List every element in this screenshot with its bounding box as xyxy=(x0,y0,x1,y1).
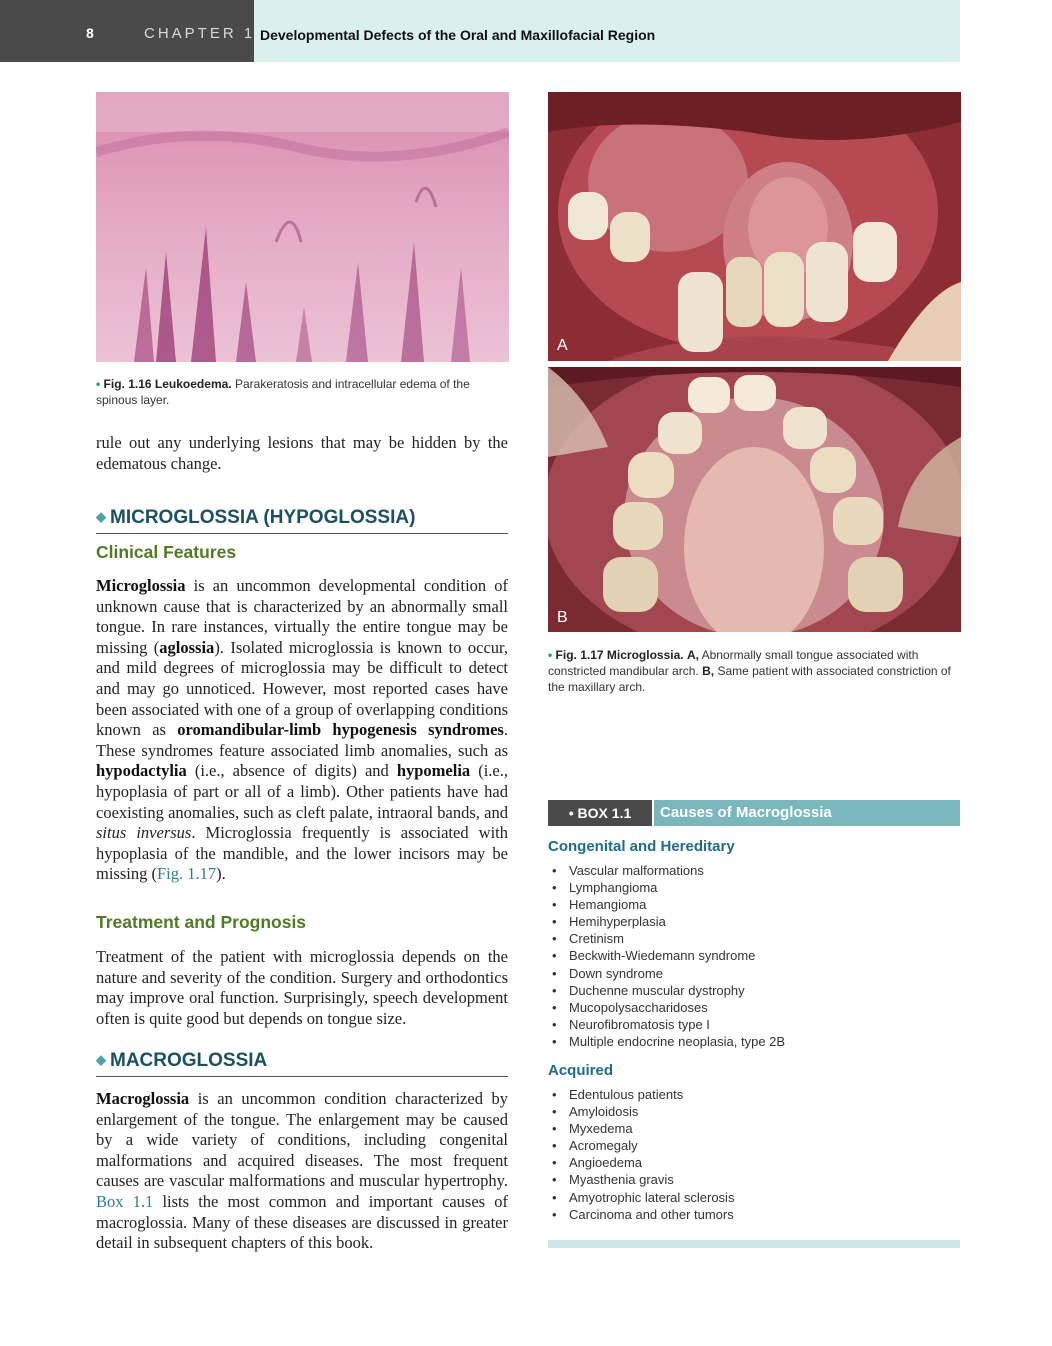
text-run: is an uncommon condition characterized by enlargement of the tongue. The enlargement may be caused by a wide variety of conditions, including congenital malformations and acquired diseases. The most frequent causes are vascular malformations and muscular hypertrophy. xyxy=(96,1089,508,1191)
term-macroglossia: Macroglossia xyxy=(96,1089,190,1108)
fig-1-17-b-text: Same patient with associated constriction of the maxillary arch. xyxy=(548,664,951,694)
intro-paragraph: rule out any underlying lesions that may be hidden by the edematous change. xyxy=(96,433,508,473)
microglossia-paragraph xyxy=(96,576,508,885)
list-item: • Vascular malformations xyxy=(548,862,785,879)
treatment-paragraph: Treatment of the patient with microglossia depends on the nature and severity of the condition. Surgery and orthodontics may improve oral function. Surprisingly, speech development often is quite good but depends on tongue size. xyxy=(96,947,508,1028)
running-title: Developmental Defects of the Oral and Maxillofacial Region xyxy=(260,27,656,43)
fig-1-17-number: Fig. 1.17 xyxy=(555,648,604,662)
box-tag: • BOX 1.1 xyxy=(548,800,652,826)
diamond-icon: ◆ xyxy=(96,1052,106,1067)
box-footer-bar xyxy=(548,1240,960,1248)
macroglossia-heading-text: MACROGLOSSIA xyxy=(110,1050,268,1071)
clinical-photo-a xyxy=(548,92,961,361)
text-run: . Microglossia frequently is associated with hypoplasia of the mandible, and the lower incisors may be missing ( xyxy=(96,823,508,884)
list-item: • Hemangioma xyxy=(548,896,785,913)
text-run: . These syndromes feature associated limb anomalies, such as xyxy=(96,720,508,760)
list-item: • Hemihyperplasia xyxy=(548,913,785,930)
caption-bullet: • xyxy=(548,648,553,662)
term-situs-inversus: situs inversus xyxy=(96,823,192,843)
box-tag-number: 1.1 xyxy=(611,805,632,821)
fig-1-16-caption xyxy=(96,376,510,408)
caption-bullet: • xyxy=(96,377,101,391)
fig-1-17-a-label: A, xyxy=(686,648,699,662)
box-title: Causes of Macroglossia xyxy=(654,800,960,826)
list-item: • Myxedema xyxy=(548,1120,734,1137)
list-item: • Cretinism xyxy=(548,930,785,947)
text-run: ). xyxy=(216,864,226,884)
macroglossia-paragraph xyxy=(96,1089,508,1254)
microglossia-heading xyxy=(96,507,508,534)
list-item: • Myasthenia gravis xyxy=(548,1171,734,1188)
text-run: is an uncommon developmental condition of unknown cause that is characterized by an abnormally small tongue. In rare instances, virtually the entire tongue may be missing ( xyxy=(96,576,508,657)
fig-1-17-link[interactable]: Fig. 1.17 xyxy=(156,864,217,884)
list-item: • Mucopolysaccharidoses xyxy=(548,999,785,1016)
microglossia-heading-text: MICROGLOSSIA (HYPOGLOSSIA) xyxy=(110,507,416,528)
histology-image xyxy=(96,92,509,362)
term-microglossia: Microglossia xyxy=(96,576,186,595)
list-item: • Amyotrophic lateral sclerosis xyxy=(548,1189,734,1206)
list-item: • Edentulous patients xyxy=(548,1086,734,1103)
text-run: ). Isolated microglossia is known to occur, and mild degrees of microglossia may be difficult to detect and may go unnoticed. However, most reported cases have been associated with one of a group of overlapping conditions known as xyxy=(96,637,508,740)
macroglossia-heading xyxy=(96,1050,508,1077)
term-aglossia: aglossia xyxy=(159,637,215,657)
clinical-features-heading: Clinical Features xyxy=(96,542,237,562)
fig-1-16-number: Fig. 1.16 xyxy=(103,377,152,391)
list-item: • Carcinoma and other tumors xyxy=(548,1206,734,1223)
acquired-heading: Acquired xyxy=(548,1062,614,1079)
text-run: (i.e., hypoplasia of part or all of a limb). Other patients have had coexisting anomalies, such as cleft palate, intraoral bands, and xyxy=(96,761,509,822)
panel-a-label: A xyxy=(557,337,568,354)
congenital-list xyxy=(548,862,785,1050)
term-hypomelia: hypomelia xyxy=(396,761,471,781)
fig-1-16-text: Parakeratosis and intracellular edema of the spinous layer. xyxy=(96,377,470,407)
fig-1-17-title: Microglossia. xyxy=(606,648,684,662)
list-item: • Down syndrome xyxy=(548,965,785,982)
box-tag-prefix: BOX xyxy=(577,805,608,821)
box-1-1-link[interactable]: Box 1.1 xyxy=(96,1191,154,1211)
list-item: • Angioedema xyxy=(548,1154,734,1171)
chapter-label: CHAPTER 1 xyxy=(144,25,256,42)
fig-1-17-b-label: B, xyxy=(702,664,715,678)
clinical-photo-b xyxy=(548,367,961,632)
fig-1-17-caption xyxy=(548,647,961,695)
term-hypodactylia: hypodactylia xyxy=(96,761,187,781)
list-item: • Beckwith-Wiedemann syndrome xyxy=(548,947,785,964)
panel-b-label: B xyxy=(557,609,568,626)
acquired-list xyxy=(548,1086,734,1223)
term-oromandibular: oromandibular-limb hypogenesis syndromes xyxy=(177,720,504,740)
list-item: • Acromegaly xyxy=(548,1137,734,1154)
list-item: • Duchenne muscular dystrophy xyxy=(548,982,785,999)
list-item: • Multiple endocrine neoplasia, type 2B xyxy=(548,1033,785,1050)
diamond-icon: ◆ xyxy=(96,509,106,524)
congenital-heading: Congenital and Hereditary xyxy=(548,838,735,855)
fig-1-16-title: Leukoedema. xyxy=(154,377,232,391)
list-item: • Neurofibromatosis type I xyxy=(548,1016,785,1033)
list-item: • Lymphangioma xyxy=(548,879,785,896)
box-header xyxy=(548,800,960,826)
text-run: lists the most common and important causes of macroglossia. Many of these diseases are discussed in greater detail in subsequent chapters of this book. xyxy=(96,1191,508,1253)
text-run: (i.e., absence of digits) and xyxy=(186,761,397,781)
list-item: • Amyloidosis xyxy=(548,1103,734,1120)
fig-1-17-a-text: Abnormally small tongue associated with constricted mandibular arch. xyxy=(548,648,919,678)
page-number: 8 xyxy=(86,25,94,41)
treatment-heading: Treatment and Prognosis xyxy=(96,912,307,932)
